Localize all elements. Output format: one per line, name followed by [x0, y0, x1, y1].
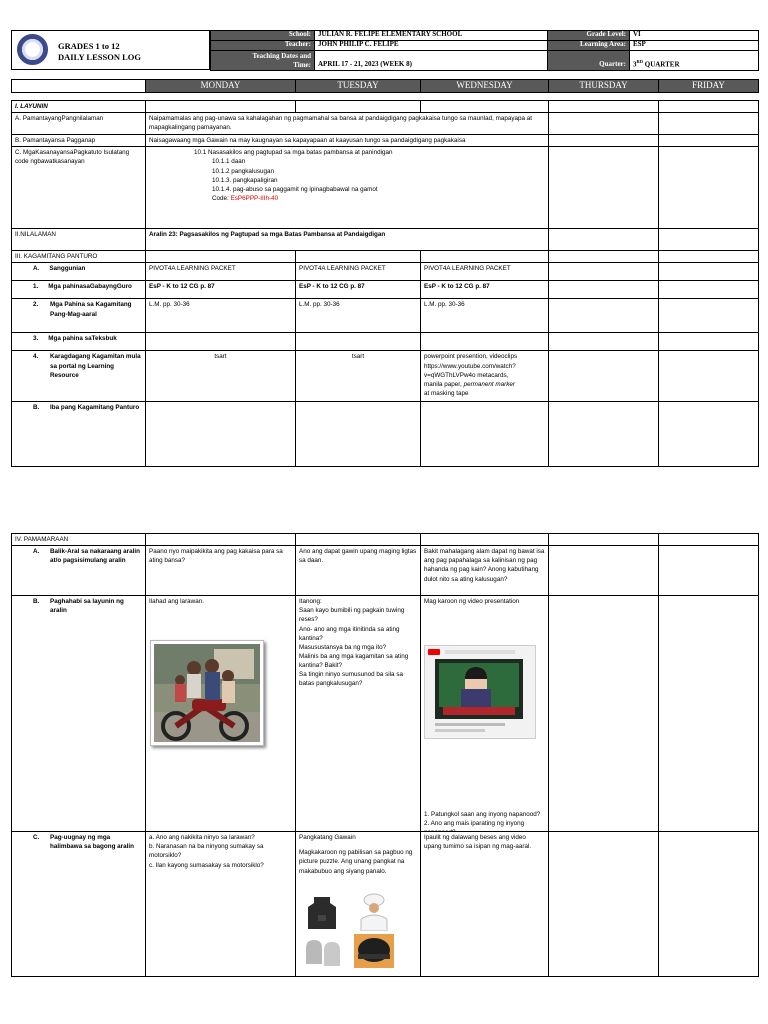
kasanayan-line: 10.1.3. pangkapaligiran	[212, 176, 278, 184]
pag-uugnay-label: C. Pag-uugnay ng mga halimbawa sa bagong aralin	[12, 832, 146, 977]
gabay-guro-label: 1. Mga pahinasaGabayngGuro	[12, 281, 146, 299]
pamantayang-pangnilalaman-label: A. PamantayangPangnilalaman	[12, 113, 146, 135]
kagamitang-mag-aaral-label: 2. Mga Pahina sa Kagamitang Pang-Mag-aaral	[12, 299, 146, 333]
pag-uugnay-tuesday: Pangkatang Gawain Magkakaroon ng pabilisan sa pagbuo ng picture puzzle. Ang unang pangkat na makabubuo ang siyang panalo.	[296, 832, 421, 977]
pag-uugnay-wednesday: Ipaulit ng dalawang beses ang video upang tumimo sa isipan ng mag-aaral.	[421, 832, 549, 977]
day-monday: MONDAY	[146, 80, 296, 93]
school-label: School:	[211, 31, 315, 41]
karagdagang-kagamitan-tuesday: tsart	[296, 351, 421, 402]
oven-mitt-icon	[302, 938, 344, 968]
gabay-guro-monday: EsP - K to 12 CG p. 87	[146, 281, 296, 299]
grade-value: VI	[630, 31, 759, 41]
code-label: Code:	[212, 194, 229, 202]
dates-value: APRIL 17 - 21, 2023 (WEEK 8)	[315, 51, 548, 71]
hairnet-image	[354, 934, 394, 968]
video-screenshot	[424, 645, 536, 739]
kasanayan-line: 10.1 Nasasakilos ang pagtupad sa mga batas pambansa at panindigan	[194, 149, 393, 157]
balik-aral-label: A. Balik-Aral sa nakaraang aralin at/o pagsisimulang aralin	[12, 546, 146, 596]
grade-label: Grade Level:	[548, 31, 630, 41]
pamantayan-sa-pagganap-text: Naisagawaang mga Gawain na may kaugnayan sa kapayapaan at kaayusan tungo sa pandaigdigang pagkakaisa	[146, 135, 549, 147]
lesson-table-1	[11, 100, 759, 467]
paghahabi-monday: Ilahad ang larawan.	[146, 596, 296, 832]
header-logo-block	[11, 30, 210, 70]
form-title-line2: DAILY LESSON LOG	[58, 52, 141, 63]
deped-seal-icon	[17, 34, 48, 65]
hairnet-icon	[354, 934, 394, 968]
gabay-guro-tuesday: EsP - K to 12 CG p. 87	[296, 281, 421, 299]
balik-aral-monday: Paano nyo maipakikita ang pag kakaisa para sa ating bansa?	[146, 546, 296, 596]
code-value: EsP6PPP-IIIh-40	[230, 194, 279, 202]
karagdagang-kagamitan-label: 4. Karagdagang Kagamitan mula sa portal ng Learning Resource	[12, 351, 146, 402]
youtube-logo-icon	[428, 649, 440, 655]
chef-image	[354, 893, 394, 931]
motorcycle-family-photo	[150, 640, 264, 746]
paghahabi-tuesday: Itanong: Saan kayo bumibili ng pagkain tuwing reses? Ano- ano ang mga itinitinda sa ating kantina? Masusustansya ba ng mga ito? Malinis ba ang mga kagamitan sa ating kantina? Bakit? Sa tingin ninyo sumusunod ba sila sa batas pangkalusugan?	[296, 596, 421, 832]
day-thursday: THURSDAY	[549, 80, 659, 93]
lesson-table-2	[11, 533, 759, 977]
karagdagang-kagamitan-wednesday: powerpoint presention, videoclips https://www.youtube.com/watch? v=qWGThLVPw4o metacards, manila paper, permanent marker at masking tape	[421, 351, 549, 402]
iba-pang-kagamitan-label: B. Iba pang Kagamitang Panturo	[12, 402, 146, 467]
teksbuk-label: 3. Mga pahina saTeksbuk	[12, 333, 146, 351]
apron-icon	[304, 895, 340, 931]
day-wednesday: WEDNESDAY	[421, 80, 549, 93]
chef-icon	[354, 893, 394, 931]
day-friday: FRIDAY	[659, 80, 759, 93]
video-player[interactable]	[435, 659, 523, 719]
kasanayan-line: 10.1.2 pangkalusugan	[212, 167, 274, 175]
sanggunian-label: A. Sanggunian	[12, 263, 146, 281]
paghahabi-label: B. Paghahabi sa layunin ng aralin	[12, 596, 146, 832]
day-tuesday: TUESDAY	[296, 80, 421, 93]
pag-uugnay-monday: a. Ano ang nakikita ninyo sa larawan? b. Naranasan na ba ninyong sumakay sa motorsiklo? c. Ilan kayong sumasakay sa motorsiklo?	[146, 832, 296, 977]
pamantayang-pangnilalaman-text: Naipamamalas ang pag-unawa sa kahalagahan ng pagmamahal sa bansa at pandaigdigang pagkakaisa tungo sa maunlad, mapayapa at mapagkalingang pamayanan.	[146, 113, 549, 135]
day-header-row	[11, 79, 759, 93]
nilalaman-label: II.NILALAMAN	[12, 229, 146, 251]
area-value: ESP	[630, 41, 759, 51]
nilalaman-text: Aralin 23: Pagsasakilos ng Pagtupad sa mga Batas Pambansa at Pandaigdigan	[146, 229, 549, 251]
school-value: JULIAN R. FELIPE ELEMENTARY SCHOOL	[315, 31, 548, 41]
form-title-line1: GRADES 1 to 12	[58, 41, 120, 51]
kagamitang-mag-aaral-tuesday: L.M. pp. 30-36	[296, 299, 421, 333]
kasanayan-line: 10.1.4. pag-abuso sa paggamit ng ipinagbabawal na gamot	[212, 185, 378, 193]
sanggunian-tuesday: PIVOT4A LEARNING PACKET	[296, 263, 421, 281]
kagamitang-mag-aaral-wednesday: L.M. pp. 30-36	[421, 299, 549, 333]
pamantayan-sa-pagganap-label: B. Pamantayansa Pagganap	[12, 135, 146, 147]
paghahabi-wednesday: Mag karoon ng video presentation 1. Patungkol saan ang inyong napanood? 2. Ano ang mais iparating ng inyong	[421, 596, 549, 832]
video-question: 2. Ano ang mais iparating ng inyong	[424, 820, 525, 828]
gabay-guro-wednesday: EsP - K to 12 CG p. 87	[421, 281, 549, 299]
kagamitang-mag-aaral-monday: L.M. pp. 30-36	[146, 299, 296, 333]
teacher-label: Teacher:	[211, 41, 315, 51]
motorcycle-illustration	[154, 644, 260, 742]
apron-image	[304, 895, 340, 931]
oven-mitts-image	[302, 938, 344, 968]
kasanayan-label: C. MgaKasanayansaPagkatuto Isulatang code ngbawatkasanayan	[12, 147, 146, 229]
area-label: Learning Area:	[548, 41, 630, 51]
layunin-title: I. LAYUNIN	[12, 101, 146, 113]
pamamaraan-title: IV. PAMAMARAAN	[12, 534, 146, 546]
karagdagang-kagamitan-monday: tsart	[146, 351, 296, 402]
video-question: 1. Patungkol saan ang inyong napanood?	[424, 811, 541, 819]
kagamitan-title: III. KAGAMITANG PANTURO	[12, 251, 146, 263]
balik-aral-tuesday: Ano ang dapat gawin upang maging ligtas sa daan.	[296, 546, 421, 596]
youtube-link[interactable]: https://www.youtube.com/watch?	[424, 362, 516, 370]
dates-label: Teaching Dates and Time:	[211, 51, 315, 71]
sanggunian-monday: PIVOT4A LEARNING PACKET	[146, 263, 296, 281]
quarter-value: 3RD QUARTER	[630, 51, 759, 71]
kasanayan-text	[146, 147, 549, 229]
header-info-table	[210, 30, 759, 71]
kasanayan-line: 10.1.1 daan	[212, 158, 246, 166]
day-header-blank	[12, 80, 146, 93]
balik-aral-wednesday: Bakit mahalagang alam dapat ng bawat isa ang pag papahalaga sa kalinisan ng pag hahanda ng pag kain? Anong kabutihang dulot nito sa ating kalusugan?	[421, 546, 549, 596]
teacher-value: JOHN PHILIP C. FELIPE	[315, 41, 548, 51]
quarter-label: Quarter:	[548, 51, 630, 71]
sanggunian-wednesday: PIVOT4A LEARNING PACKET	[421, 263, 549, 281]
